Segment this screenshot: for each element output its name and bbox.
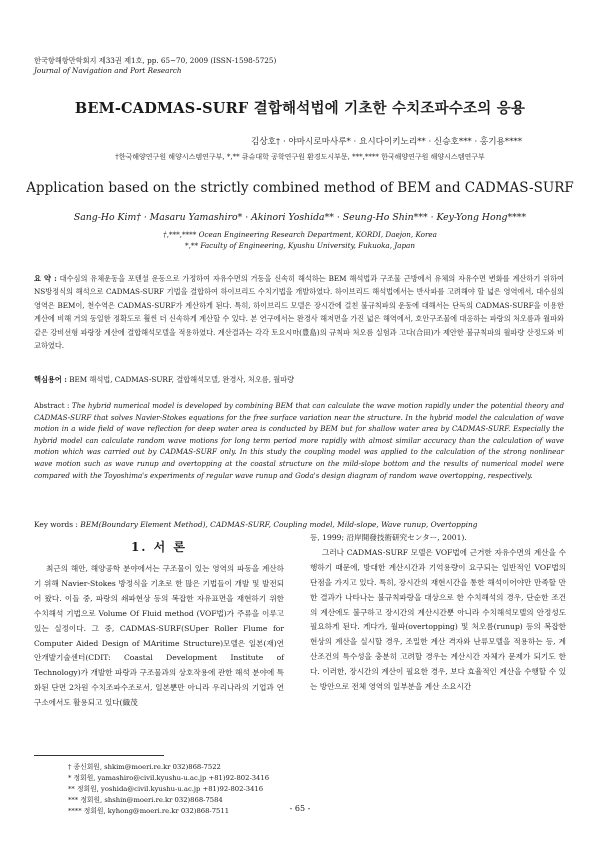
journal-name-en: Journal of Navigation and Port Research [34, 66, 182, 75]
abstract-ko-label: 요 약 : [34, 274, 57, 283]
abstract-en-label: Abstract : [34, 401, 70, 410]
keywords-en-text: BEM(Boundary Element Method), CADMAS-SURF, Coupling model, Mild-slope, Wave runup, Overtopping [80, 520, 478, 529]
affiliation-en-line2: *,** Faculty of Engineering, Kyushu University, Fukuoka, Japan [185, 241, 415, 250]
section-heading: 1. 서 론 [130, 540, 188, 554]
keywords-ko [34, 375, 294, 385]
journal-header [34, 56, 276, 76]
body-paragraph: 그러나 CADMAS-SURF 모델은 VOF법에 근거한 자유수면의 계산을 수행하기 때문에, 방대한 계산시간과 기억용량이 요구되는 일반적인 VOF법의 단점을 가지고 있다. 특히, 장시간의 재현시간을 통한 해석이어야만 만족할 만한 결과가 나타나는 불규칙파랑을 대상으로 한 수치해석의 경우, 단순한 조건의 계산에도 불구하고 장시간의 계산시간뿐 아니라 수치해석모델의 안정성도 필요하게 된다. 게다가, 월파(overtopping) 및 처오름(runup) 등의 복잡한 현상의 계산을 실시할 경우, 조밀한 계산 격자와 난류모델을 적용하는 등, 계산조건의 특수성을 충분히 고려할 경우는 계산시간 자체가 문제가 되기도 한다. 이러한, 장시간의 계산이 필요한 경우, 보다 효율적인 계산을 수행할 수 있는 방안으로 전체 영역의 일부분을 계산 소요시간 [310, 547, 566, 692]
footnote-divider [34, 755, 164, 756]
affiliation-ko: †한국해양연구원 해양시스템연구부, *,** 큐슈대학 공학연구원 환경도시부문, ***,**** 한국해양연구원 해양시스템연구부 [115, 153, 485, 161]
affiliation-en-line1: †,***,**** Ocean Engineering Research Department, KORDI, Daejon, Korea [163, 230, 437, 239]
abstract-ko [34, 272, 564, 352]
body-column-left [34, 562, 284, 711]
keywords-ko-text: BEM 해석법, CADMAS-SURF, 결합해석모델, 완경사, 처오름, 월파량 [69, 375, 295, 384]
abstract-en [34, 400, 564, 481]
authors-ko: 김상호† · 야마시로마사루* · 요시다이키노리** · 신승호*** · 홍기용**** [251, 137, 522, 147]
footnote: † 종신회원, shkim@moeri.re.kr 032)868-7522 [68, 763, 221, 771]
body-column-right [310, 531, 566, 695]
footnote: * 정회원, yamashiro@civil.kyushu-u.ac.jp +81)92-802-3416 [68, 774, 270, 782]
body-paragraph: 최근의 해안, 해양공학 분야에서는 구조물이 있는 영역의 파동을 계산하기 위해 Navier-Stokes 방정식을 기초로 한 많은 기법들이 개발 및 발전되어 왔다. 이들 중, 파랑의 쇄파현상 등의 복잡한 자유표면을 재현하기 위한 수치해석 기법으로 Volume Of Fluid method (VOF법)가 주류을 이루고 있는 실정이다. 그 중, CADMAS-SURF(SUper Roller Flume for Computer Aided Design of MAritime Structure)모델은 일본(재)연안개발기술센터(CDIT: Coastal Development Institute of Technology)가 개발한 파랑과 구조물과의 상호작용에 관한 해석 분야에 특화된 단면 2차원 수치조파수조로서, 일본뿐만 아니라 우리나라의 기업과 연구소에서도 활용되고 있다(織茂 [34, 564, 284, 708]
affiliation-en [0, 229, 600, 251]
abstract-en-text: The hybrid numerical model is developed by combining BEM that can calculate the wave motion rapidly under the potential theory and CADMAS-SURF that solves Navier-Stokes equations for the free surface variation near the structure. In the hybrid model the calculation of wave motion in a wide field of wave reflection for deep water area is conducted by BEM but for shallow water area by CADMAS-SURF. Especially the hybrid model can calculate random wave motions for long term period more rapidly with almost similar accuracy than the calculation of wave motion which was carried out by CADMAS-SURF only. In this study the coupling model was applied to the calculation of the strong nonlinear wave motion such as wave runup and overtopping at the coastal structure on the mild-slope bottom and the results of numerical model were compared with the Toyoshima's experiments of regular wave runup and Goda's design diagram of random wave overtopping, respectively. [34, 401, 564, 480]
abstract-ko-text: 대수심의 유체운동을 포텐셜 운동으로 가정하여 자유수면의 거동을 신속히 해석하는 BEM 해석법과 구조물 근방에서 유체의 자유수면 변화를 계산하기 위하여 NS방정식의 해석으로 CADMAS-SURF 기법을 결합하여 하이브리드 수치기법을 개발하였다. 하이브리드 해석법에서는 반사파를 고려해야 할 넓은 영역에서, 대수심의 영역은 BEM이, 천수역은 CADMAS-SURF가 계산하게 된다. 특히, 하이브리드 모델은 장시간에 걸친 불규칙파의 운동에 대해서는 단독의 CADMAS-SURF을 이용한 계산에 비해 거의 동일한 정확도로 훨씬 더 신속하게 계산할 수 있다. 본 연구에서는 완경사 해저면을 가진 넓은 해역에서, 호안구조물에 대응하는 파랑의 처오름과 월파와 같은 강비선형 파랑장 계산에 결합해석모델을 적용하였다. 계산결과는 각각 토요시마(豊島)의 규칙파 처오름 실험과 고다(合田)가 제안한 불규칙파의 월파량 산정도와 비교하였다. [34, 274, 564, 351]
body-paragraph: 등, 1999; 沿岸開發技術研究センター, 2001). [310, 533, 467, 542]
footnote: **** 정회원, kyhong@moeri.re.kr 032)868-7511 [68, 807, 230, 815]
keywords-en-label: Key words : [34, 520, 78, 529]
paper-title-ko: BEM-CADMAS-SURF 결합해석법에 기초한 수치조파수조의 응용 [74, 100, 526, 117]
footnote: *** 정회원, shshin@moeri.re.kr 032)868-7584 [68, 796, 223, 804]
paper-title-en: Application based on the strictly combined method of BEM and CADMAS-SURF [26, 180, 574, 196]
page-number: - 65 - [289, 804, 311, 813]
journal-citation: 한국항해항만학회지 제33권 제1호, pp. 65~70, 2009 (ISSN-1598-5725) [34, 56, 277, 65]
keywords-ko-label: 핵심용어 : [34, 375, 67, 384]
authors-en: Sang-Ho Kim† · Masaru Yamashiro* · Akinori Yoshida** · Seung-Ho Shin*** · Key-Yong Hong**** [73, 212, 527, 223]
keywords-en [34, 520, 477, 529]
footnote: ** 정회원, yoshida@civil.kyushu-u.ac.jp +81)92-802-3416 [68, 785, 264, 793]
